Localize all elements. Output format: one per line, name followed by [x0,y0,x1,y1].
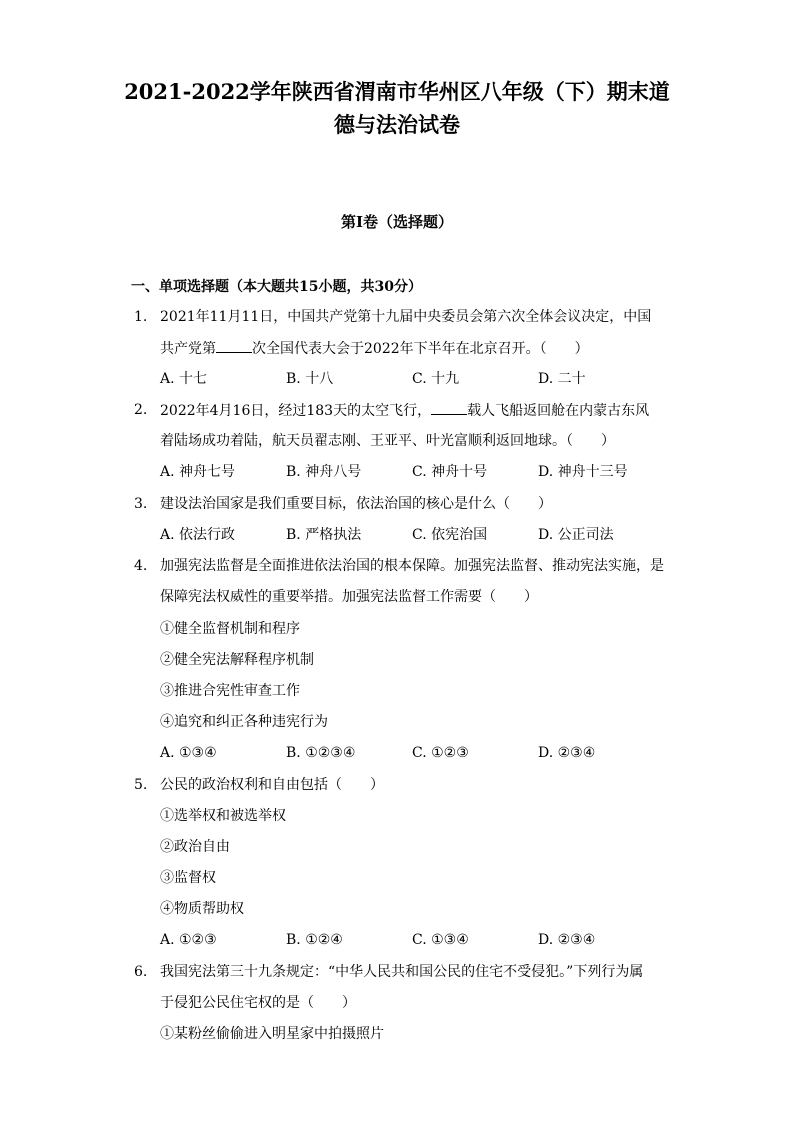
question-text: 2022年4月16日，经过183天的太空飞行， [160,403,432,419]
option-a: A. ①③④ [160,745,217,761]
option-b: B. 严格执法 [286,527,362,543]
option-d: D. 公正司法 [538,527,614,543]
statement-item: ①某粉丝偷偷进入明星家中拍摄照片 [160,1026,384,1042]
option-c: C. 神舟十号 [412,464,488,480]
section-title: 一、单项选择题（本大题共15小题，共30分） [131,279,422,295]
exam-title-line2: 德与法治试卷 [334,112,460,137]
question-text: 公民的政治权利和自由包括（ ） [160,777,384,793]
statement-item: ①选举权和被选举权 [160,808,286,824]
question-text: 保障宪法权威性的重要举措。加强宪法监督工作需要（ ） [160,589,538,605]
statement-item: ④物质帮助权 [160,901,244,917]
part-title: 第I卷（选择题） [340,213,454,231]
statement-item: ④追究和纠正各种违宪行为 [160,714,328,730]
question-text: 着陆场成功着陆，航天员翟志刚、王亚平、叶光富顺利返回地球。（ ） [160,433,615,449]
question-text: 共产党第 [160,341,216,357]
question-text: 载人飞船返回舱在内蒙古东风 [467,403,650,419]
question-text: 于侵犯公民住宅权的是（ ） [160,995,356,1011]
question-text: 2021年11月11日，中国共产党第十九届中央委员会第六次全体会议决定，中国 [160,309,652,325]
option-d: D. ②③④ [538,932,596,948]
question-text-with-blank [160,339,589,358]
question-number: 4. [134,558,148,574]
option-a: A. ①②③ [160,932,217,948]
option-b: B. ①②④ [286,932,343,948]
question-number: 6. [134,964,148,980]
option-b: B. ①②③④ [286,745,356,761]
option-d: D. ②③④ [538,745,596,761]
option-c: C. 十九 [412,371,460,387]
question-text: 我国宪法第三十九条规定：“中华人民共和国公民的住宅不受侵犯。”下列行为属 [160,964,644,980]
option-c: C. ①②③ [412,745,469,761]
question-number: 3. [134,496,148,512]
option-c: C. ①③④ [412,932,469,948]
question-number: 5. [134,777,148,793]
question-number: 1. [134,309,148,325]
question-text: 加强宪法监督是全面推进依法治国的根本保障。加强宪法监督、推动宪法实施，是 [160,558,664,574]
question-number: 2. [134,402,148,418]
answer-blank [431,401,467,415]
exam-title-line1: 2021-2022学年陕西省渭南市华州区八年级（下）期末道 [124,79,670,104]
statement-item: ③监督权 [160,870,216,886]
statement-item: ③推进合宪性审查工作 [160,683,300,699]
option-a: A. 十七 [160,371,208,387]
statement-item: ②健全宪法解释程序机制 [160,652,314,668]
question-text: 建设法治国家是我们重要目标，依法治国的核心是什么（ ） [160,496,552,512]
statement-item: ②政治自由 [160,839,230,855]
option-c: C. 依宪治国 [412,527,488,543]
option-b: B. 十八 [286,371,334,387]
statement-item: ①健全监督机制和程序 [160,621,300,637]
question-text: 次全国代表大会于2022年下半年在北京召开。（ ） [252,341,589,357]
answer-blank [216,339,252,353]
option-a: A. 依法行政 [160,527,236,543]
question-text-with-blank [160,401,649,420]
option-a: A. 神舟七号 [160,464,236,480]
option-b: B. 神舟八号 [286,464,362,480]
option-d: D. 二十 [538,371,586,387]
option-d: D. 神舟十三号 [538,464,628,480]
